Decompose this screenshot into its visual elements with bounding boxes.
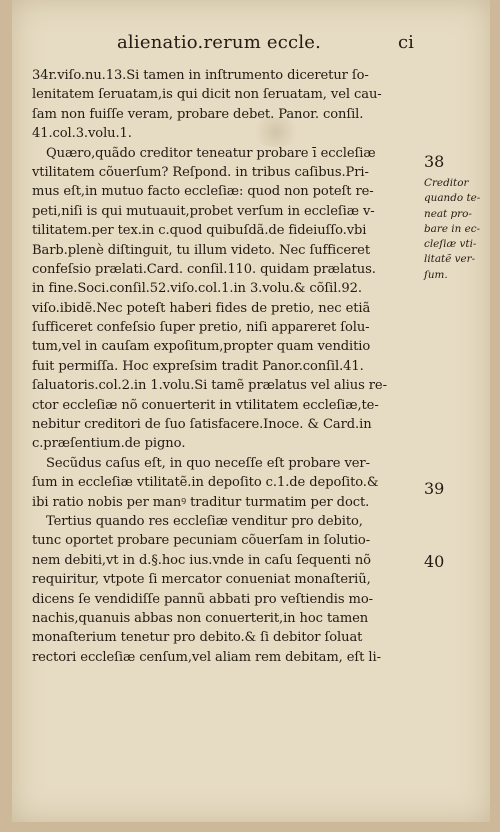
text-line: c.præſentium.de pignο. <box>32 436 186 452</box>
text-line: ſum in eccleſiæ vtilitatẽ.in depoſito c.1.de depoſito.& <box>32 475 379 491</box>
page-header <box>12 30 490 60</box>
text-line: Barb.plenè diſtinguit, tu illum videto. Nec ſufficeret <box>32 242 370 258</box>
text-line: tunc oportet probare pecuniam cõuerſam in ſolutio- <box>32 533 371 549</box>
margin-note-line: ſum. <box>424 268 448 281</box>
text-line: nem debiti,vt in d.§.hoc ius.vnde in caſu ſequenti nõ <box>32 552 371 568</box>
text-line: dicens ſe vendidiſſe pannũ abbati pro veſtiendis mo- <box>32 591 373 607</box>
text-line: fuit permiſſa. Hoc expreſsim tradit Panor.conſil.41. <box>32 358 364 374</box>
margin-number: 40 <box>424 552 445 571</box>
text-line: Tertius quando res eccleſiæ venditur pro debito, <box>46 513 363 529</box>
margin-note-line: litatẽ ver- <box>424 253 476 266</box>
text-line: 41.col.3.volu.1. <box>32 126 132 142</box>
margin-note-line: neat pro- <box>424 207 472 220</box>
text-line: ſam non fuiſſe veram, probare debet. Panor. conſil. <box>32 106 364 122</box>
text-line: in fine.Soci.conſil.52.viſo.col.1.in 3.volu.& cõſil.92. <box>32 281 362 297</box>
text-line: peti,niſi is qui mutuauit,probet verſum in eccleſiæ v- <box>32 203 375 219</box>
text-line: ſaluatoris.col.2.in 1.volu.Si tamẽ prælatus vel alius re- <box>32 378 387 394</box>
text-line: confeſsio prælati.Card. conſil.110. quidam prælatus. <box>32 261 376 277</box>
text-line: 34r.viſo.nu.13.Si tamen in inſtrumento diceretur ſo- <box>32 68 369 83</box>
text-line: Quæro,quãdo creditor teneatur probare ī eccleſiæ <box>46 145 376 161</box>
book-page <box>12 0 490 822</box>
folio-number: ci <box>398 32 414 53</box>
text-line: nachis,quanuis abbas non conuerterit,in hoc tamen <box>32 610 369 626</box>
text-line: rectori eccleſiæ cenſum,vel aliam rem debitam, eſt li- <box>32 649 381 665</box>
text-line: ſufficeret confeſsio ſuper pretio, niſi appareret ſolu- <box>32 320 370 336</box>
body-text <box>32 66 424 667</box>
text-line: requiritur, vtpote ſi mercator conueniat monaſteriũ, <box>32 572 371 588</box>
margin-number: 39 <box>424 479 445 498</box>
text-line: ctor eccleſiæ nõ conuerterit in vtilitatem eccleſiæ,te- <box>32 397 379 413</box>
margin-number: 38 <box>424 152 445 171</box>
text-line: tilitatem.per tex.in c.quod quibuſdã.de fideiuſſo.vbi <box>32 223 367 239</box>
text-line: ibi ratio nobis per manꝰ traditur turmatim per doct. <box>32 494 370 510</box>
text-line: mus eſt,in mutuo facto eccleſiæ: quod non poteſt re- <box>32 184 374 200</box>
text-line: monaſterium tenetur pro debito.& ſi debitor ſoluat <box>32 630 363 646</box>
text-line: viſo.ibidẽ.Nec poteſt haberi fides de pretio, nec etiã <box>32 300 371 316</box>
margin-note-line: quando te- <box>424 192 481 205</box>
margin-note-line: Creditor <box>424 177 469 189</box>
margin-note-line: bare in ec- <box>424 222 481 235</box>
text-line: vtilitatem cõuerſum? Reſpond. in tribus caſibus.Pri- <box>32 164 369 180</box>
running-title: alienatio.rerum eccle. <box>117 32 322 53</box>
text-line: Secũdus caſus eſt, in quo neceſſe eſt probare ver- <box>46 455 370 471</box>
text-line: lenitatem ſeruatam,is qui dicit non ſeruatam, vel cau- <box>32 87 382 103</box>
margin-note-line: cleſiæ vti- <box>424 238 477 251</box>
margin-note <box>424 176 490 283</box>
text-line: tum,vel in cauſam expoſitum,propter quam venditio <box>32 339 371 355</box>
text-line: nebitur creditori de ſuo ſatisfacere.Inoce. & Card.in <box>32 417 372 433</box>
